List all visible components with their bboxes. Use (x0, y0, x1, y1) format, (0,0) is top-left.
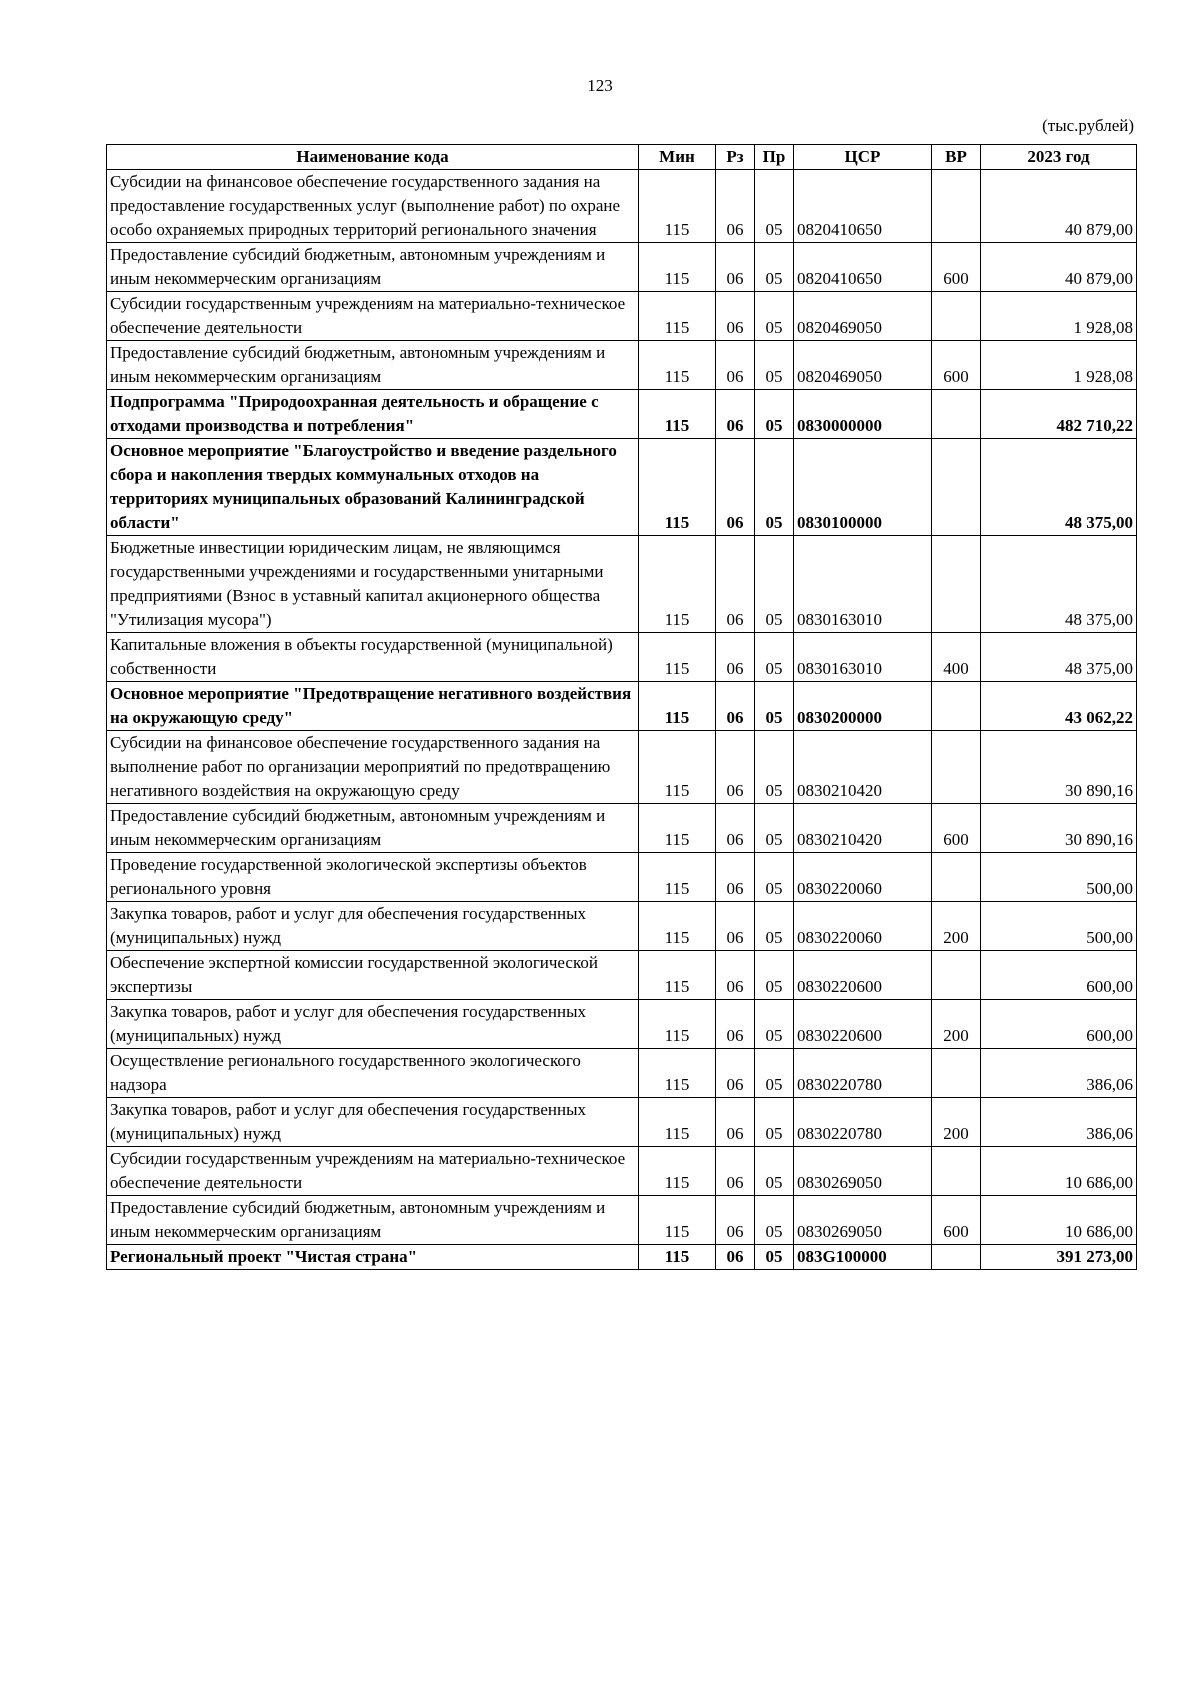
cell-amount: 600,00 (981, 1000, 1137, 1049)
cell-csr: 0820410650 (794, 170, 932, 243)
cell-csr: 0830100000 (794, 439, 932, 536)
cell-rz: 06 (716, 243, 755, 292)
table-row (107, 536, 1137, 633)
cell-pr: 05 (755, 243, 794, 292)
cell-vr (932, 951, 981, 1000)
table-row (107, 1098, 1137, 1147)
cell-pr: 05 (755, 341, 794, 390)
cell-csr: 0830220060 (794, 853, 932, 902)
cell-vr (932, 682, 981, 731)
cell-rz: 06 (716, 439, 755, 536)
cell-csr: 0830220780 (794, 1098, 932, 1147)
cell-csr: 083G100000 (794, 1245, 932, 1270)
cell-name: Основное мероприятие "Благоустройство и введение раздельного сбора и накопления твердых коммунальных отходов на территориях муниципальных образований Калининградской области" (107, 439, 639, 536)
cell-name: Предоставление субсидий бюджетным, автономным учреждениям и иным некоммерческим организациям (107, 243, 639, 292)
cell-pr: 05 (755, 902, 794, 951)
cell-csr: 0830210420 (794, 804, 932, 853)
cell-rz: 06 (716, 633, 755, 682)
cell-name: Предоставление субсидий бюджетным, автономным учреждениям и иным некоммерческим организациям (107, 1196, 639, 1245)
cell-vr (932, 731, 981, 804)
cell-min: 115 (639, 1147, 716, 1196)
cell-csr: 0830220600 (794, 1000, 932, 1049)
header-pr: Пр (755, 145, 794, 170)
cell-name: Предоставление субсидий бюджетным, автономным учреждениям и иным некоммерческим организациям (107, 341, 639, 390)
table-row (107, 951, 1137, 1000)
cell-min: 115 (639, 292, 716, 341)
cell-name: Проведение государственной экологической экспертизы объектов регионального уровня (107, 853, 639, 902)
cell-vr (932, 439, 981, 536)
cell-min: 115 (639, 536, 716, 633)
cell-name: Основное мероприятие "Предотвращение негативного воздействия на окружающую среду" (107, 682, 639, 731)
cell-pr: 05 (755, 536, 794, 633)
header-amount: 2023 год (981, 145, 1137, 170)
cell-rz: 06 (716, 292, 755, 341)
cell-vr: 200 (932, 1098, 981, 1147)
cell-amount: 43 062,22 (981, 682, 1137, 731)
cell-vr: 200 (932, 1000, 981, 1049)
cell-amount: 48 375,00 (981, 536, 1137, 633)
cell-amount: 386,06 (981, 1098, 1137, 1147)
cell-csr: 0830269050 (794, 1196, 932, 1245)
cell-pr: 05 (755, 1245, 794, 1270)
cell-vr (932, 1049, 981, 1098)
cell-csr: 0820469050 (794, 292, 932, 341)
cell-rz: 06 (716, 1098, 755, 1147)
table-row (107, 853, 1137, 902)
cell-rz: 06 (716, 951, 755, 1000)
cell-rz: 06 (716, 1196, 755, 1245)
unit-note: (тыс.рублей) (1042, 116, 1134, 135)
cell-name: Закупка товаров, работ и услуг для обеспечения государственных (муниципальных) нужд (107, 1000, 639, 1049)
cell-rz: 06 (716, 902, 755, 951)
cell-amount: 1 928,08 (981, 341, 1137, 390)
cell-csr: 0830000000 (794, 390, 932, 439)
cell-pr: 05 (755, 853, 794, 902)
cell-min: 115 (639, 170, 716, 243)
cell-vr: 600 (932, 243, 981, 292)
cell-amount: 482 710,22 (981, 390, 1137, 439)
cell-rz: 06 (716, 341, 755, 390)
cell-rz: 06 (716, 170, 755, 243)
cell-min: 115 (639, 682, 716, 731)
cell-vr (932, 390, 981, 439)
cell-amount: 40 879,00 (981, 243, 1137, 292)
cell-csr: 0820469050 (794, 341, 932, 390)
cell-min: 115 (639, 439, 716, 536)
cell-vr (932, 853, 981, 902)
cell-csr: 0830220780 (794, 1049, 932, 1098)
cell-min: 115 (639, 633, 716, 682)
cell-vr (932, 1245, 981, 1270)
cell-name: Субсидии государственным учреждениям на материально-техническое обеспечение деятельности (107, 292, 639, 341)
cell-vr: 600 (932, 341, 981, 390)
cell-rz: 06 (716, 1147, 755, 1196)
cell-amount: 48 375,00 (981, 633, 1137, 682)
cell-rz: 06 (716, 804, 755, 853)
cell-name: Субсидии на финансовое обеспечение государственного задания на выполнение работ по организации мероприятий по предотвращению негативного воздействия на окружающую среду (107, 731, 639, 804)
cell-min: 115 (639, 731, 716, 804)
cell-pr: 05 (755, 439, 794, 536)
cell-vr (932, 170, 981, 243)
cell-amount: 40 879,00 (981, 170, 1137, 243)
table-row (107, 1049, 1137, 1098)
table-row (107, 170, 1137, 243)
cell-name: Закупка товаров, работ и услуг для обеспечения государственных (муниципальных) нужд (107, 1098, 639, 1147)
cell-rz: 06 (716, 1000, 755, 1049)
cell-name: Обеспечение экспертной комиссии государственной экологической экспертизы (107, 951, 639, 1000)
header-min: Мин (639, 145, 716, 170)
budget-table (106, 144, 1137, 1270)
table-row (107, 682, 1137, 731)
cell-name: Подпрограмма "Природоохранная деятельность и обращение с отходами производства и потребления" (107, 390, 639, 439)
cell-csr: 0830163010 (794, 536, 932, 633)
table-body (107, 170, 1137, 1270)
cell-vr: 600 (932, 804, 981, 853)
table-row (107, 341, 1137, 390)
cell-amount: 30 890,16 (981, 804, 1137, 853)
cell-min: 115 (639, 1196, 716, 1245)
cell-csr: 0830200000 (794, 682, 932, 731)
cell-csr: 0830220600 (794, 951, 932, 1000)
cell-vr: 400 (932, 633, 981, 682)
cell-min: 115 (639, 902, 716, 951)
cell-pr: 05 (755, 1147, 794, 1196)
header-name: Наименование кода (107, 145, 639, 170)
table-row (107, 390, 1137, 439)
cell-csr: 0830163010 (794, 633, 932, 682)
cell-pr: 05 (755, 633, 794, 682)
cell-rz: 06 (716, 390, 755, 439)
cell-pr: 05 (755, 1000, 794, 1049)
table-header-row (107, 145, 1137, 170)
table-row (107, 1196, 1137, 1245)
cell-amount: 10 686,00 (981, 1196, 1137, 1245)
cell-pr: 05 (755, 292, 794, 341)
header-csr: ЦСР (794, 145, 932, 170)
cell-name: Бюджетные инвестиции юридическим лицам, не являющимся государственными учреждениями и государственными унитарными предприятиями (Взнос в уставный капитал акционерного общества "Утилизация мусора") (107, 536, 639, 633)
cell-name: Субсидии на финансовое обеспечение государственного задания на предоставление государственных услуг (выполнение работ) по охране особо охраняемых природных территорий регионального значения (107, 170, 639, 243)
cell-pr: 05 (755, 390, 794, 439)
cell-vr (932, 1147, 981, 1196)
cell-name: Субсидии государственным учреждениям на материально-техническое обеспечение деятельности (107, 1147, 639, 1196)
cell-rz: 06 (716, 853, 755, 902)
cell-amount: 10 686,00 (981, 1147, 1137, 1196)
cell-amount: 386,06 (981, 1049, 1137, 1098)
cell-amount: 600,00 (981, 951, 1137, 1000)
cell-amount: 48 375,00 (981, 439, 1137, 536)
cell-amount: 391 273,00 (981, 1245, 1137, 1270)
cell-amount: 500,00 (981, 853, 1137, 902)
cell-name: Региональный проект "Чистая страна" (107, 1245, 639, 1270)
header-vr: ВР (932, 145, 981, 170)
cell-pr: 05 (755, 1049, 794, 1098)
cell-rz: 06 (716, 731, 755, 804)
cell-vr: 200 (932, 902, 981, 951)
cell-min: 115 (639, 243, 716, 292)
cell-csr: 0820410650 (794, 243, 932, 292)
cell-min: 115 (639, 804, 716, 853)
table-row (107, 1000, 1137, 1049)
cell-vr (932, 536, 981, 633)
cell-rz: 06 (716, 1245, 755, 1270)
cell-pr: 05 (755, 1098, 794, 1147)
table-row (107, 439, 1137, 536)
cell-name: Закупка товаров, работ и услуг для обеспечения государственных (муниципальных) нужд (107, 902, 639, 951)
table-row (107, 804, 1137, 853)
cell-csr: 0830210420 (794, 731, 932, 804)
cell-name: Осуществление регионального государственного экологического надзора (107, 1049, 639, 1098)
cell-rz: 06 (716, 1049, 755, 1098)
cell-pr: 05 (755, 1196, 794, 1245)
cell-min: 115 (639, 341, 716, 390)
table-row (107, 731, 1137, 804)
page-number: 123 (587, 76, 613, 95)
table-row (107, 1245, 1137, 1270)
cell-name: Капитальные вложения в объекты государственной (муниципальной) собственности (107, 633, 639, 682)
cell-amount: 1 928,08 (981, 292, 1137, 341)
cell-min: 115 (639, 1000, 716, 1049)
cell-rz: 06 (716, 536, 755, 633)
cell-min: 115 (639, 1098, 716, 1147)
table-row (107, 243, 1137, 292)
cell-pr: 05 (755, 951, 794, 1000)
header-rz: Рз (716, 145, 755, 170)
cell-min: 115 (639, 853, 716, 902)
cell-csr: 0830220060 (794, 902, 932, 951)
table-row (107, 633, 1137, 682)
cell-pr: 05 (755, 804, 794, 853)
cell-min: 115 (639, 1049, 716, 1098)
cell-csr: 0830269050 (794, 1147, 932, 1196)
cell-min: 115 (639, 951, 716, 1000)
cell-name: Предоставление субсидий бюджетным, автономным учреждениям и иным некоммерческим организациям (107, 804, 639, 853)
cell-vr: 600 (932, 1196, 981, 1245)
cell-pr: 05 (755, 170, 794, 243)
cell-pr: 05 (755, 682, 794, 731)
table-row (107, 292, 1137, 341)
cell-min: 115 (639, 390, 716, 439)
cell-min: 115 (639, 1245, 716, 1270)
cell-vr (932, 292, 981, 341)
cell-rz: 06 (716, 682, 755, 731)
cell-amount: 500,00 (981, 902, 1137, 951)
cell-pr: 05 (755, 731, 794, 804)
table-row (107, 902, 1137, 951)
table-row (107, 1147, 1137, 1196)
cell-amount: 30 890,16 (981, 731, 1137, 804)
